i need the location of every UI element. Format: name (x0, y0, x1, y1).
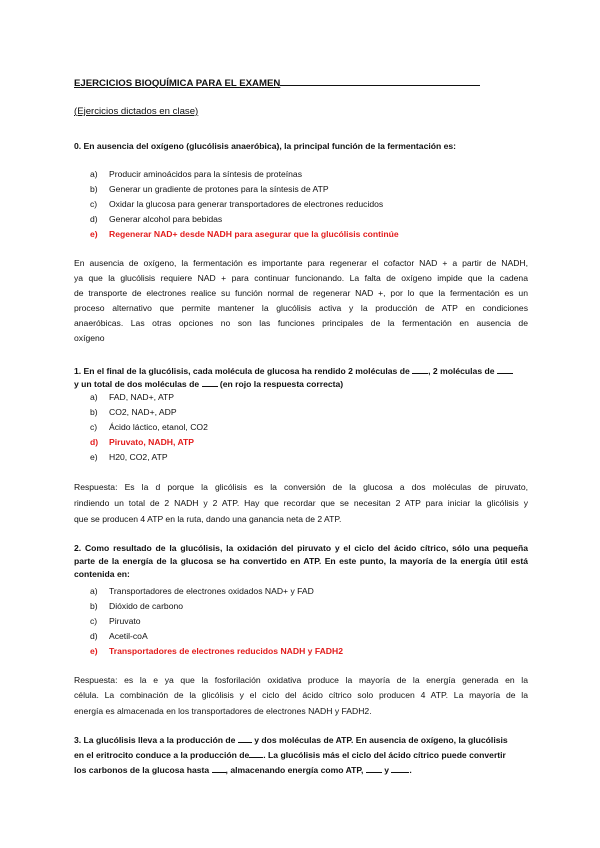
question-3-line-2: en el eritrocito conduce a la producción de . La glucólisis más el ciclo del ácido cítrico puede convertir (74, 750, 506, 760)
q0-answer-line-2: ya que la glucólisis requiere NAD + para continuar funcionando. La falta de oxígeno impide que la cadena (74, 273, 528, 283)
document-subtitle: (Ejercicios dictados en clase) (74, 106, 199, 117)
q0-option-a: a) Producir aminoácidos para la síntesis de proteínas (90, 169, 302, 179)
q0-answer-line-5: anaeróbicas. Las otras opciones no son las funciones principales de la fermentación en ausencia de (74, 318, 528, 328)
q0-answer-line-3: de transporte de electrones realice su función normal de regenerar NAD +, por lo que la fermentación es un (74, 288, 528, 298)
question-1-line-2: y un total de dos moléculas de (en rojo la respuesta correcta) (74, 379, 344, 389)
q2-option-a: a) Transportadores de electrones oxidados NAD+ y FAD (90, 586, 314, 596)
question-1-line-1: 1. En el final de la glucólisis, cada molécula de glucosa ha rendido 2 moléculas de , 2 moléculas de (74, 365, 528, 377)
q2-option-d: d) Acetil-coA (90, 631, 148, 641)
question-0: 0. En ausencia del oxígeno (glucólisis anaeróbica), la principal función de la fermentación es: (74, 141, 457, 151)
blank (238, 734, 252, 743)
blank (249, 749, 263, 758)
q1-option-c: c) Ácido láctico, etanol, CO2 (90, 422, 208, 432)
q0-option-b: b) Generar un gradiente de protones para la síntesis de ATP (90, 184, 329, 194)
q1-answer-line-3: que se producen 4 ATP en la ruta, dando una ganancia neta de 2 ATP. (74, 514, 342, 524)
question-2-line-3: contenida en: (74, 569, 130, 579)
document-title: EJERCICIOS BIOQUÍMICA PARA EL EXAMEN (74, 77, 528, 89)
blank (366, 764, 382, 773)
q0-answer-line-4: proceso alternativo que permite mantener la glucólisis activa y la producción de ATP en condiciones (74, 303, 528, 313)
blank (412, 365, 428, 374)
q0-answer-line-1: En ausencia de oxígeno, la fermentación es importante para regenerar el cofactor NAD + a partir de NADH, (74, 258, 528, 268)
blank (212, 764, 226, 773)
q0-option-e-correct: e) Regenerar NAD+ desde NADH para asegurar que la glucólisis continúe (90, 229, 399, 239)
question-3-line-3: los carbonos de la glucosa hasta , almacenando energía como ATP, y . (74, 765, 412, 775)
blank (391, 764, 409, 773)
q0-option-d: d) Generar alcohol para bebidas (90, 214, 223, 224)
q1-option-e: e) H20, CO2, ATP (90, 452, 168, 462)
blank (497, 365, 513, 374)
q2-answer-line-2: célula. La combinación de la glicólisis y el ciclo del ácido cítrico solo producen 4 ATP. La mayoría de la (74, 690, 528, 700)
question-3-line-1: 3. La glucólisis lleva a la producción de y dos moléculas de ATP. En ausencia de oxígeno, la glucólisis (74, 735, 508, 745)
question-2-line-1: 2. Como resultado de la glucólisis, la oxidación del piruvato y el ciclo del ácido cítrico, sólo una pequeña (74, 543, 528, 553)
q0-option-c: c) Oxidar la glucosa para generar transportadores de electrones reducidos (90, 199, 384, 209)
q2-option-e-correct: e) Transportadores de electrones reducidos NADH y FADH2 (90, 646, 344, 656)
q2-answer-line-3: energía es almacenada en los transportadores de electrones NADH y FADH2. (74, 706, 372, 716)
title-underline (280, 77, 480, 86)
q2-answer-line-1: Respuesta: es la e ya que la fosforilación oxidativa produce la mayoría de la energía generada en la (74, 675, 528, 685)
q1-answer-line-1: Respuesta: Es la d porque la glicólisis es la conversión de la glucosa a dos moléculas de piruvato, (74, 482, 528, 492)
q1-option-d-correct: d) Piruvato, NADH, ATP (90, 437, 194, 447)
q0-answer-line-6: oxígeno (74, 333, 105, 343)
blank (202, 378, 218, 387)
q2-option-b: b) Dióxido de carbono (90, 601, 184, 611)
q1-option-a: a) FAD, NAD+, ATP (90, 392, 175, 402)
question-2-line-2: parte de la energía de la glucosa se ha convertido en ATP. En este punto, la mayoría de la energía útil está (74, 556, 528, 566)
q2-option-c: c) Piruvato (90, 616, 141, 626)
q1-option-b: b) CO2, NAD+, ADP (90, 407, 177, 417)
q1-answer-line-2: rindiendo un total de 2 NADH y 2 ATP. Hay que recordar que se necesitan 2 ATP para iniciar la glicólisis y (74, 498, 528, 508)
